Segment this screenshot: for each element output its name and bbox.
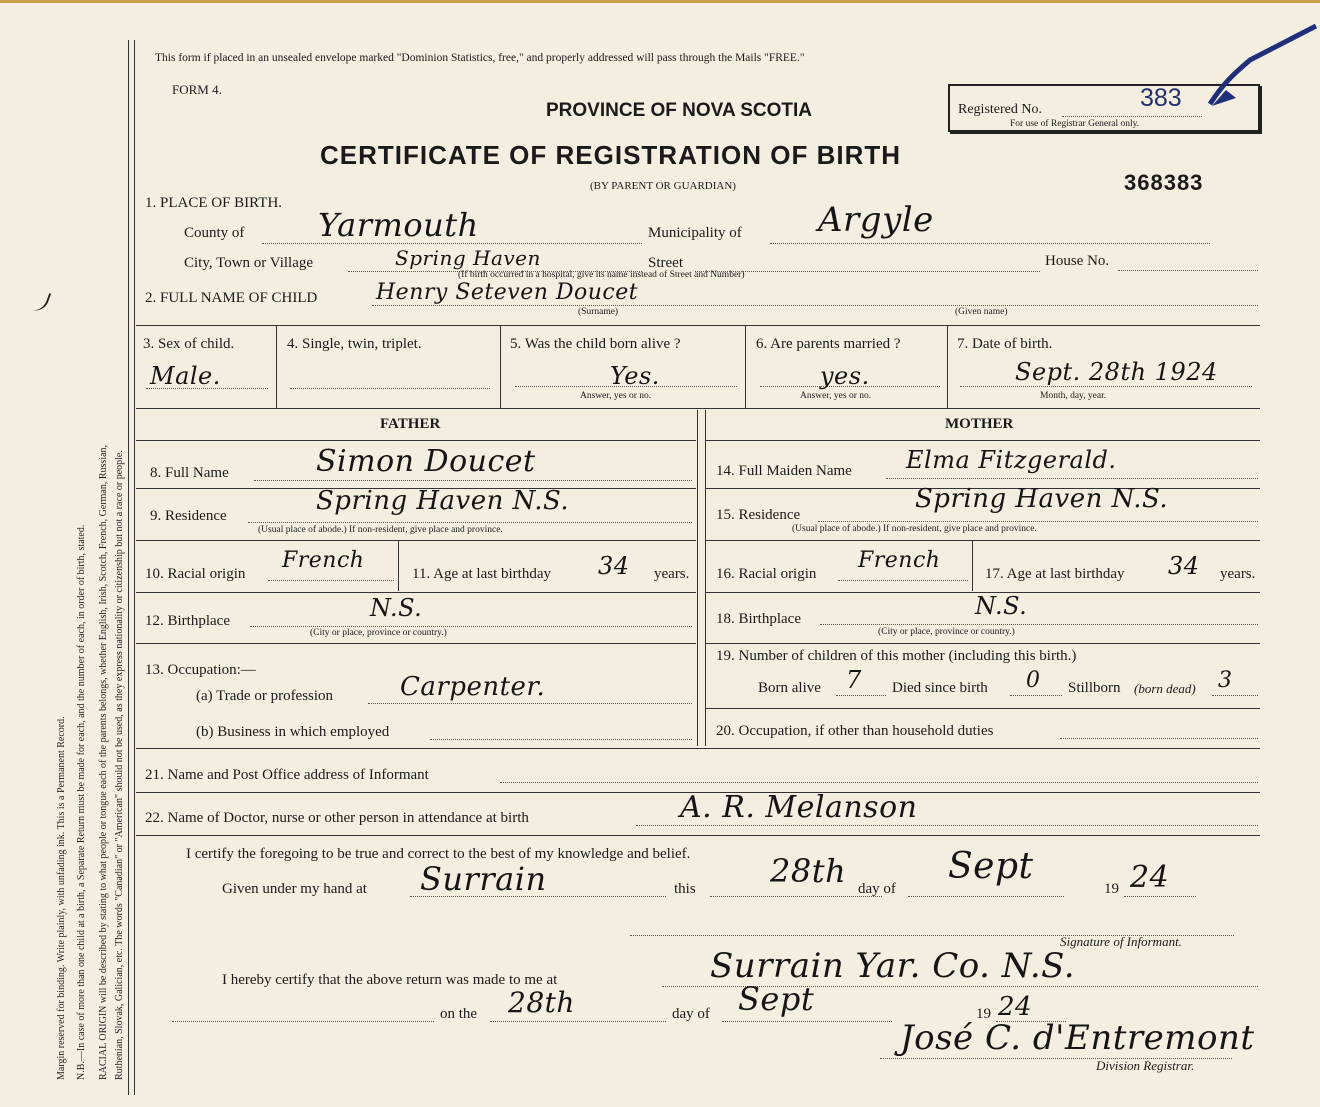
born-alive-count-dots: [836, 695, 886, 696]
sex-value: Male.: [150, 362, 221, 390]
multiple-dots: [290, 388, 490, 389]
married-value: yes.: [820, 362, 870, 390]
rule-v2: [500, 326, 501, 408]
married-dots: [760, 386, 940, 387]
street-dots: [695, 271, 1040, 272]
registrar-month-value: Sept: [738, 980, 815, 1018]
child-name-dots: [372, 305, 1258, 306]
mother-birthplace-value: N.S.: [975, 592, 1028, 620]
father-occupation-label: 13. Occupation:—: [145, 662, 256, 678]
stillborn-dots: [1212, 695, 1258, 696]
rule-row10: [136, 592, 696, 593]
married-label: 6. Are parents married ?: [756, 336, 901, 352]
registrar-year-prefix: 19: [976, 1006, 991, 1022]
margin-note-nationality: Ruthenian, Slovak, Galician, etc. The words "Canadian" or "American" should not be used, as they express nationality or citizenship but not a race or people.: [114, 450, 125, 1080]
registrar-left-dots: [172, 1021, 434, 1022]
alive-note: Answer, yes or no.: [580, 391, 652, 401]
given-day-value: 28th: [770, 852, 847, 890]
rule-parents-divider-b: [705, 410, 706, 746]
father-trade-dots: [368, 703, 692, 704]
house-dots: [1118, 270, 1258, 271]
registered-dots: [1062, 116, 1202, 117]
given-year-dots: [1124, 896, 1196, 897]
rule-row3-top: [136, 325, 1260, 326]
margin-note-binding: Margin reserved for binding. Write plainly, with unfading ink. This is a Permanent Record.: [56, 716, 67, 1080]
mother-racial-value: French: [858, 548, 941, 573]
doctor-value: A. R. Melanson: [680, 790, 918, 825]
father-residence-note: (Usual place of abode.) If non-resident, give place and province.: [258, 525, 503, 535]
father-birthplace-note: (City or place, province or country.): [310, 628, 447, 638]
rule-parents-top: [136, 440, 696, 441]
pen-mark-icon: [1206, 20, 1320, 110]
pen-mark: [1206, 20, 1320, 110]
stillborn-note: (born dead): [1134, 681, 1196, 696]
binding-line-outer: [128, 40, 129, 1095]
mother-heading: MOTHER: [945, 416, 1014, 432]
rule-row9: [136, 540, 696, 541]
father-residence-value: Spring Haven N.S.: [316, 486, 570, 516]
registrar-day-of-label: day of: [672, 1006, 710, 1022]
mother-residence-label: 15. Residence: [716, 507, 801, 523]
mother-occupation-dots: [1060, 738, 1258, 739]
child-name-value: Henry Seteven Doucet: [376, 280, 639, 305]
rule-row15: [706, 540, 1260, 541]
given-day-of-label: day of: [858, 881, 896, 897]
father-trade-label: (a) Trade or profession: [196, 688, 334, 704]
house-label: House No.: [1045, 253, 1110, 269]
father-age-label: 11. Age at last birthday: [412, 566, 551, 582]
father-residence-label: 9. Residence: [150, 508, 227, 524]
died-since-birth-label: Died since birth: [892, 680, 988, 696]
city-value: Spring Haven: [395, 246, 541, 270]
children-count-label: 19. Number of children of this mother (including this birth.): [716, 648, 1077, 664]
given-year-prefix: 19: [1104, 881, 1119, 897]
mother-birthplace-dots: [820, 624, 1258, 625]
given-month-value: Sept: [948, 846, 1034, 887]
father-birthplace-value: N.S.: [370, 594, 423, 622]
doctor-dots: [636, 825, 1258, 826]
rule-row12: [136, 643, 696, 644]
given-year-value: 24: [1130, 860, 1170, 895]
margin-note-multiple-births: N.B.—In case of more than one child at a birth, a Separate Return must be made for each, and the number of each, in order of birth, stated.: [76, 524, 87, 1080]
registrar-place-value: Surrain Yar. Co. N.S.: [710, 946, 1076, 986]
certificate-subtitle: (BY PARENT OR GUARDIAN): [590, 180, 736, 192]
municipality-dots: [770, 243, 1210, 244]
surname-note: (Surname): [578, 307, 619, 317]
registrar-day-value: 28th: [508, 986, 575, 1019]
rule-v3: [745, 326, 746, 408]
rule-row19: [706, 708, 1260, 709]
street-label: Street: [648, 255, 683, 271]
province-heading: PROVINCE OF NOVA SCOTIA: [546, 100, 813, 121]
born-alive-label: 5. Was the child born alive ?: [510, 336, 681, 352]
informant-certify-text: I certify the foregoing to be true and correct to the best of my knowledge and belief.: [186, 846, 691, 862]
mother-name-value: Elma Fitzgerald.: [906, 446, 1117, 474]
stillborn-label: Stillborn: [1068, 680, 1121, 696]
informant-label: 21. Name and Post Office address of Informant: [145, 767, 429, 783]
registrar-signature-label: Division Registrar.: [1096, 1058, 1195, 1073]
father-trade-value: Carpenter.: [400, 672, 546, 702]
father-residence-dots: [248, 522, 692, 523]
rule-parents-bottom: [136, 748, 1260, 749]
rule-father-racial-age: [398, 541, 399, 591]
hospital-note: (If birth occurred in a hospital, give its name instead of Street and Number): [458, 270, 745, 280]
child-name-label: 2. FULL NAME OF CHILD: [145, 290, 318, 306]
rule-row22: [136, 835, 1260, 836]
mother-years-label: years.: [1220, 566, 1256, 582]
registrar-certify-text: I hereby certify that the above return was made to me at: [222, 972, 558, 988]
mail-notice: This form if placed in an unsealed envelope marked "Dominion Statistics, free," and properly addressed will pass through the Mails "FREE.": [155, 52, 805, 64]
father-name-value: Simon Doucet: [316, 444, 536, 479]
doctor-label: 22. Name of Doctor, nurse or other person in attendance at birth: [145, 810, 529, 826]
dob-value: Sept. 28th 1924: [1015, 358, 1218, 386]
informant-dots: [500, 782, 1258, 783]
mother-name-dots: [886, 478, 1258, 479]
given-place-value: Surrain: [420, 860, 547, 898]
informant-signature-label: Signature of Informant.: [1060, 934, 1182, 949]
county-label: County of: [184, 225, 245, 241]
mother-residence-value: Spring Haven N.S.: [915, 484, 1169, 514]
father-racial-label: 10. Racial origin: [145, 566, 246, 582]
mother-racial-dots: [838, 580, 968, 581]
sex-dots: [146, 388, 268, 389]
father-birthplace-label: 12. Birthplace: [145, 613, 230, 629]
rule-parents-top-right: [706, 440, 1260, 441]
margin-note-racial-origin: RACIAL ORIGIN will be described by stating to what people or tongue each of the parents belongs, whether English, Irish, Scotch, French, German, Russian,: [98, 444, 109, 1080]
rule-parents-divider-a: [697, 410, 698, 746]
sex-label: 3. Sex of child.: [143, 336, 235, 352]
county-value: Yarmouth: [318, 206, 479, 244]
mother-racial-label: 16. Racial origin: [716, 566, 817, 582]
born-alive-count-label: Born alive: [758, 680, 821, 696]
mother-birthplace-label: 18. Birthplace: [716, 611, 801, 627]
mother-residence-note: (Usual place of abode.) If non-resident, give place and province.: [792, 524, 1037, 534]
father-racial-dots: [268, 580, 394, 581]
rule-mother-racial-age: [972, 541, 973, 591]
given-under-hand-label: Given under my hand at: [222, 881, 367, 897]
municipality-label: Municipality of: [648, 225, 742, 241]
father-heading: FATHER: [380, 416, 441, 432]
certificate-title: CERTIFICATE OF REGISTRATION OF BIRTH: [320, 140, 902, 170]
dob-dots: [960, 386, 1252, 387]
registrar-on-the-label: on the: [440, 1006, 478, 1022]
stillborn-value: 3: [1218, 668, 1233, 693]
mother-occupation-label: 20. Occupation, if other than household duties: [716, 723, 994, 739]
registered-label: Registered No.: [958, 102, 1042, 117]
registrar-signature: José C. d'Entremont: [900, 1018, 1255, 1058]
alive-dots: [515, 386, 737, 387]
died-dots: [1010, 695, 1062, 696]
stamp-number: 368383: [1124, 170, 1204, 195]
father-age-value: 34: [598, 552, 630, 580]
mother-residence-dots: [818, 521, 1258, 522]
rule-row3-bottom: [136, 408, 1260, 409]
mother-age-label: 17. Age at last birthday: [985, 566, 1125, 582]
father-birthplace-dots: [250, 626, 692, 627]
dob-label: 7. Date of birth.: [957, 336, 1053, 352]
multiple-birth-label: 4. Single, twin, triplet.: [287, 336, 422, 352]
registrar-year-value: 24: [998, 992, 1033, 1022]
binding-line-inner: [134, 40, 135, 1095]
father-years-label: years.: [654, 566, 690, 582]
father-name-label: 8. Full Name: [150, 465, 229, 481]
mother-age-value: 34: [1168, 552, 1200, 580]
dob-note: Month, day, year.: [1040, 391, 1107, 401]
married-note: Answer, yes or no.: [800, 391, 872, 401]
registrar-month-dots: [722, 1021, 892, 1022]
father-racial-value: French: [282, 548, 365, 573]
place-of-birth-label: 1. PLACE OF BIRTH.: [145, 195, 283, 211]
rule-v1: [276, 326, 277, 408]
registered-number: 383: [1140, 84, 1182, 112]
rule-row18: [706, 643, 1260, 644]
died-since-birth-value: 0: [1026, 668, 1041, 693]
father-name-dots: [254, 480, 692, 481]
given-day-dots: [710, 896, 882, 897]
father-business-label: (b) Business in which employed: [196, 724, 390, 740]
city-label: City, Town or Village: [184, 255, 314, 271]
given-month-dots: [908, 896, 1064, 897]
given-name-note: (Given name): [955, 307, 1008, 317]
registrar-day-dots: [490, 1021, 666, 1022]
father-business-dots: [430, 739, 692, 740]
municipality-value: Argyle: [818, 200, 934, 240]
form-number: FORM 4.: [172, 82, 222, 97]
born-alive-value: Yes.: [610, 362, 660, 390]
born-alive-count-value: 7: [846, 666, 862, 694]
registrar-note: For use of Registrar General only.: [1010, 119, 1140, 129]
mother-name-label: 14. Full Maiden Name: [716, 463, 852, 479]
given-this-label: this: [674, 881, 696, 897]
rule-v4: [947, 326, 948, 408]
mother-birthplace-note: (City or place, province or country.): [878, 627, 1015, 637]
